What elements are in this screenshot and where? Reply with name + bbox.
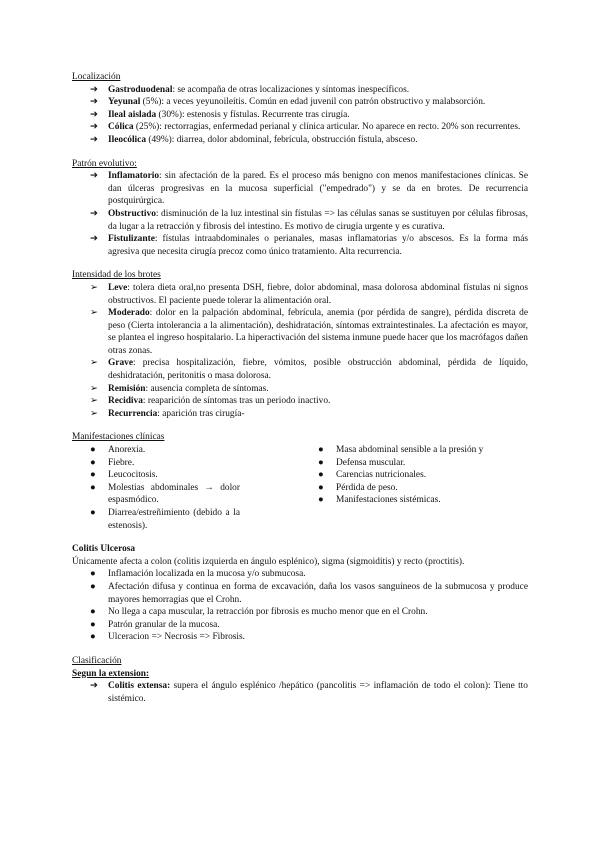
arrow-icon: ➔ bbox=[90, 171, 98, 182]
bullet-icon: ● bbox=[318, 482, 324, 493]
heading-clasificacion: Clasificación bbox=[72, 655, 122, 666]
arrow-icon: ➔ bbox=[90, 122, 98, 133]
arrow-icon: ➔ bbox=[90, 234, 98, 245]
list-item: ● Anorexia. bbox=[90, 445, 146, 456]
list-item: ● Fiebre. bbox=[90, 457, 135, 468]
list-item: ➔ Ileal aislada (30%): estenosis y fístulas. Recurrente tras cirugía. bbox=[90, 109, 350, 120]
heading-colitis-ulcerosa: Colitis Ulcerosa bbox=[72, 544, 136, 555]
list-item: ➢ Moderado: dolor en la palpación abdominal, febrícula, anemia (por pérdida de sangre), pérdida discreta de peso (Cierta intolerancia a la alimentación), deshidratación, síntomas extraintestinales. La afectación es mayor, se plantea el ingreso hospitalario. La hiperactivación del sistema inmune puede hacer que los macrófagos dañen otras zonas. bbox=[90, 308, 528, 356]
bullet-icon: ● bbox=[90, 581, 96, 592]
list-item: ● No llega a capa muscular, la retracción por fibrosis es mucho menor que en el Crohn. bbox=[90, 607, 428, 618]
list-colitis bbox=[72, 568, 528, 644]
list-item: ● Leucocitosis. bbox=[90, 470, 158, 481]
arrow-icon: ➔ bbox=[90, 134, 98, 145]
list-localizacion bbox=[72, 84, 528, 147]
section-colitis-ulcerosa bbox=[72, 543, 528, 644]
heading-localizacion: Localización bbox=[72, 72, 121, 82]
list-item: ● Afectación difusa y continua en forma de excavación, daña los vasos sanguíneos de la submucosa y produce mayores hemorragias que el Crohn. bbox=[90, 581, 528, 605]
section-clasificacion bbox=[72, 655, 528, 705]
triangle-arrow-icon: ➢ bbox=[90, 282, 98, 293]
list-item: ➔ Ileocólica (49%): diarrea, dolor abdominal, febrícula, obstrucción fístula, absceso. bbox=[90, 134, 418, 145]
list-item: ➔ Gastroduodenal: se acompaña de otras localizaciones y síntomas inespecíficos. bbox=[90, 84, 410, 95]
bullet-icon: ● bbox=[90, 482, 96, 493]
arrow-icon: ➔ bbox=[90, 109, 98, 120]
bullet-icon: ● bbox=[318, 457, 324, 468]
list-item: ● Defensa muscular. bbox=[318, 457, 406, 468]
heading-intensidad: Intensidad de los brotes bbox=[72, 270, 161, 281]
heading-patron-evolutivo: Patrón evolutivo: bbox=[72, 158, 137, 169]
heading-manifestaciones: Manifestaciones clínicas bbox=[72, 432, 165, 443]
triangle-arrow-icon: ➢ bbox=[90, 408, 98, 419]
subheading-extension: Segun la extension: bbox=[72, 668, 150, 679]
bullet-icon: ● bbox=[90, 619, 96, 630]
list-intensidad bbox=[72, 282, 528, 421]
list-item: ➔ Inflamatorio: sin afectación de la pared. Es el proceso más benigno con menos manifestaciones clínicas. Se dan úlceras progresivas en la mucosa superficial ("empedrado") y se da en brotes. De recurrencia postquirúrgica. bbox=[90, 171, 528, 207]
bullet-icon: ● bbox=[90, 508, 96, 518]
list-item: ➢ Recidiva: reaparición de síntomas tras un periodo inactivo. bbox=[90, 396, 331, 407]
manifestaciones-right-list bbox=[300, 444, 528, 532]
document-content bbox=[72, 71, 528, 705]
triangle-arrow-icon: ➢ bbox=[90, 383, 98, 394]
bullet-icon: ● bbox=[90, 607, 96, 618]
triangle-arrow-icon: ➢ bbox=[90, 358, 98, 369]
bullet-icon: ● bbox=[90, 569, 96, 580]
list-item: ● Manifestaciones sistémicas. bbox=[318, 495, 441, 506]
list-item: ➢ Leve: tolera dieta oral,no presenta DSH, fiebre, dolor abdominal, masa dolorosa abdominal fístulas ni signos obstructivos. El paciente puede tolerar la alimentación oral. bbox=[90, 282, 528, 306]
list-item: ● Masa abdominal sensible a la presión y bbox=[318, 445, 484, 456]
section-manifestaciones bbox=[72, 431, 528, 532]
list-item: ➔ Colitis extensa: supera el ángulo esplénico /hepático (pancolitis => inflamación de todo el colon): Tiene tto sistémico. bbox=[90, 681, 528, 704]
section-intensidad bbox=[72, 269, 528, 420]
manifestaciones-columns bbox=[72, 444, 528, 532]
arrow-icon: ➔ bbox=[90, 208, 98, 219]
list-item: ● Ulceracion => Necrosis => Fibrosis. bbox=[90, 632, 246, 643]
list-item: ● Molestias abdominales → dolor espasmódico. bbox=[90, 482, 240, 506]
list-item: ➔ Cólica (25%): rectorragias, enfermedad perianal y clínica articular. No aparece en recto. 20% son recurrentes. bbox=[90, 122, 521, 133]
manifestaciones-left-list bbox=[72, 444, 300, 532]
list-item: ● Inflamación localizada en la mucosa y/o submucosa. bbox=[90, 569, 306, 580]
colitis-intro: Únicamente afecta a colon (colitis izquierda en ángulo esplénico), sigma (sigmoiditis) y recto (proctitis). bbox=[72, 556, 465, 567]
triangle-arrow-icon: ➢ bbox=[90, 396, 98, 407]
list-clasificacion bbox=[72, 680, 528, 705]
bullet-icon: ● bbox=[90, 632, 96, 643]
list-item: ● Patrón granular de la mucosa. bbox=[90, 619, 220, 630]
list-item: ➢ Recurrencia: aparición tras cirugía- bbox=[90, 408, 245, 419]
triangle-arrow-icon: ➢ bbox=[90, 308, 98, 319]
list-patron bbox=[72, 170, 528, 258]
bullet-icon: ● bbox=[90, 445, 96, 456]
list-item: ● Pérdida de peso. bbox=[318, 482, 398, 493]
list-item: ➔ Obstructivo: disminución de la luz intestinal sin fístulas => las células sanas se sustituyen por células fibrosas, da lugar a la retracción y fibrosis del intestino. Es motivo de cirugía urgente y es curativa. bbox=[90, 208, 528, 232]
list-item: ➢ Grave: precisa hospitalización, fiebre, vómitos, posible obstrucción abdominal, pérdida de líquido, deshidratación, peritonitis o masa dolorosa. bbox=[90, 358, 528, 382]
arrow-icon: ➔ bbox=[90, 681, 98, 692]
list-item: ➢ Remisión: ausencia completa de síntomas. bbox=[90, 383, 269, 394]
list-item: ➔ Fistulizante: fístulas intraabdominales o perianales, masas inflamatorias y/o abscesos. Es la forma más agresiva que necesita cirugía precoz como único tratamiento. Alta recurrencia. bbox=[90, 234, 528, 257]
list-item: ➔ Yeyunal (5%): a veces yeyunoileítis. Común en edad juvenil con patrón obstructivo y malabsorción. bbox=[90, 97, 486, 108]
bullet-icon: ● bbox=[318, 495, 324, 506]
arrow-icon: ➔ bbox=[90, 84, 98, 95]
bullet-icon: ● bbox=[318, 470, 324, 481]
section-patron-evolutivo bbox=[72, 158, 528, 259]
arrow-icon: ➔ bbox=[90, 97, 98, 108]
list-item: ● Carencias nutricionales. bbox=[318, 470, 427, 481]
bullet-icon: ● bbox=[90, 457, 96, 468]
bullet-icon: ● bbox=[90, 470, 96, 481]
list-item: ● Diarrea/estreñimiento (debido a la estenosis). bbox=[90, 508, 240, 531]
bullet-icon: ● bbox=[318, 445, 324, 456]
section-localizacion bbox=[72, 71, 528, 147]
